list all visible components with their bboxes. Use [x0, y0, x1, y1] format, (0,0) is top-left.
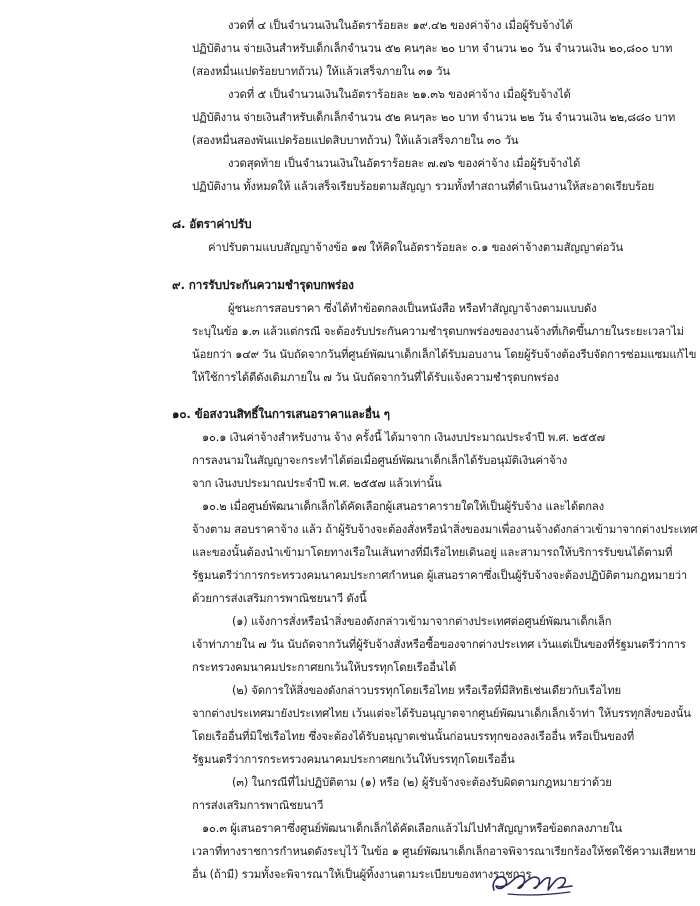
ln-16: ๑๐.๑ เงินค่าจ้างสำหรับงาน จ้าง ครั้งนี้ ได้มาจาก เงินงบประมาณประจำปี พ.ศ. ๒๕๕๗: [202, 431, 605, 444]
ln-21: และของนั้นต้องนำเข้ามาโดยทางเรือในเส้นทางที่มีเรือไทยเดินอยู่ และสามารถให้บริการรับขนได้ตามที่: [192, 546, 673, 559]
ln-5: (สองหมื่นสองพันแปดร้อยแปดสิบบาทถ้วน) ให้แล้วเสร็จภายใน ๓๐ วัน: [192, 134, 519, 147]
ln-24: (๑) แจ้งการสั่งหรือนำสิ่งของดังกล่าวเข้ามาจากต่างประเทศต่อศูนย์พัฒนาเด็กเล็ก: [232, 615, 612, 628]
ln-23: ด้วยการส่งเสริมการพาณิชยนาวี ดังนี้: [192, 592, 367, 605]
ln-12: ระบุในข้อ ๑.๓ แล้วแต่กรณี จะต้องรับประกันความชำรุดบกพร่องของงานจ้างที่เกิดขึ้นภายในระยะเวลาไม่: [192, 325, 684, 338]
ln-33: ๑๐.๓ ผู้เสนอราคาซึ่งศูนย์พัฒนาเด็กเล็กได้คัดเลือกแล้วไม่ไปทำสัญญาหรือข้อตกลงภายใน: [202, 822, 622, 835]
ln-3: งวดที่ ๕ เป็นจำนวนเงินในอัตราร้อยละ ๒๑.๓๖ ของค่าจ้าง เมื่อผู้รับจ้างได้: [228, 88, 571, 101]
ln-31: (๓) ในกรณีที่ไม่ปฏิบัติตาม (๑) หรือ (๒) ผู้รับจ้างจะต้องรับผิดตามกฎหมายว่าด้วย: [232, 776, 612, 789]
ln-14: ให้ใช้การได้ดีดังเดิมภายใน ๗ วัน นับถัดจากวันที่ได้รับแจ้งความชำรุดบกพร่อง: [192, 371, 559, 384]
ln-13: น้อยกว่า ๑๔๙ วัน นับถัดจากวันที่ศูนย์พัฒนาเด็กเล็กได้รับมอบงาน โดยผู้รับจ้างต้องรีบจัดการซ่อมแซมแก้ไข: [192, 348, 697, 361]
handwritten-signature: [488, 866, 578, 900]
ln-27: (๒) จัดการให้สิ่งของดังกล่าวบรรทุกโดยเรือไทย หรือเรือที่มีสิทธิเช่นเดียวกับเรือไทย: [232, 684, 622, 697]
ln-2: (สองหมื่นแปดร้อยบาทถ้วน) ให้แล้วเสร็จภายใน ๓๑ วัน: [192, 65, 450, 78]
ln-11: ผู้ชนะการสอบราคา ซึ่งได้ทำข้อตกลงเป็นหนังสือ หรือทำสัญญาจ้างตามแบบดัง: [228, 302, 597, 315]
ln-28: จากต่างประเทศมายังประเทศไทย เว้นแต่จะได้รับอนุญาตจากศูนย์พัฒนาเด็กเล็กเจ้าท่า ให้บรรทุกสิ่งของนั้น: [192, 707, 691, 720]
heading-penalty: ๘. อัตราค่าปรับ: [172, 217, 252, 231]
ln-25: เจ้าท่าภายใน ๗ วัน นับถัดจากวันที่ผู้รับจ้างสั่งหรือซื้อของจากต่างประเทศ เว้นแต่เป็นของที่รัฐมนตรีว่าการ: [192, 638, 686, 651]
ln-26: กระทรวงคมนาคมประกาศยกเว้นให้บรรทุกโดยเรืออื่นได้: [192, 661, 457, 674]
ln-18: จาก เงินงบประมาณประจำปี พ.ศ. ๒๕๕๗ แล้วเท่านั้น: [192, 477, 442, 490]
ln-9: ค่าปรับตามแบบสัญญาจ้างข้อ ๑๗ ให้คิดในอัตราร้อยละ ๐.๑ ของค่าจ้างตามสัญญาต่อวัน: [208, 241, 624, 254]
ln-0: งวดที่ ๔ เป็นจำนวนเงินในอัตราร้อยละ ๑๙.๔๒ ของค่าจ้าง เมื่อผู้รับจ้างได้: [228, 19, 573, 32]
ln-29: โดยเรืออื่นที่มิใช่เรือไทย ซึ่งจะต้องได้รับอนุญาตเช่นนั้นก่อนบรรทุกของลงเรืออื่น หรือเป็นของที่: [192, 730, 635, 743]
ln-32: การส่งเสริมการพาณิชยนาวี: [192, 799, 324, 812]
ln-4: ปฏิบัติงาน จ่ายเงินสำหรับเด็กเล็กจำนวน ๕๒ คนๆละ ๒๐ บาท จำนวน ๒๒ วัน จำนวนเงิน ๒๒,๘๘๐ บาท: [192, 111, 676, 124]
ln-35: อื่น (ถ้ามี) รวมทั้งจะพิจารณาให้เป็นผู้ทิ้งงานตามระเบียบของทางราชการ: [192, 868, 532, 881]
ln-7: ปฏิบัติงาน ทั้งหมดให้ แล้วเสร็จเรียบร้อยตามสัญญา รวมทั้งทำสถานที่ดำเนินงานให้สะอาดเรียบร้อย: [192, 180, 655, 193]
ln-30: รัฐมนตรีว่าการกระทรวงคมนาคมประกาศยกเว้นให้บรรทุกโดยเรืออื่น: [192, 753, 515, 766]
ln-22: รัฐมนตรีว่าการกระทรวงคมนาคมประกาศกำหนด ผู้เสนอราคาซึ่งเป็นผู้รับจ้างจะต้องปฏิบัติตามกฎหมายว่า: [192, 569, 688, 582]
ln-34: เวลาที่ทางราชการกำหนดดังระบุไว้ ในข้อ ๑ ศูนย์พัฒนาเด็กเล็กอาจพิจารณาเรียกร้องให้ชดใช้ความเสียหาย: [192, 845, 696, 858]
heading-warranty: ๙. การรับประกันความชำรุดบกพร่อง: [172, 278, 354, 292]
ln-20: จ้างตาม สอบราคาจ้าง แล้ว ถ้าผู้รับจ้างจะต้องสั่งหรือนำสิ่งของมาเพื่องานจ้างดังกล่าวเข้ามาจากต่างประเทศ: [192, 523, 698, 536]
ln-19: ๑๐.๒ เมื่อศูนย์พัฒนาเด็กเล็กได้คัดเลือกผู้เสนอราคารายใดให้เป็นผู้รับจ้าง และได้ตกลง: [202, 500, 605, 513]
ln-17: การลงนามในสัญญาจะกระทำได้ต่อเมื่อศูนย์พัฒนาเด็กเล็กได้รับอนุมัติเงินค่าจ้าง: [192, 454, 568, 467]
ln-1: ปฏิบัติงาน จ่ายเงินสำหรับเด็กเล็กจำนวน ๕๒ คนๆละ ๒๐ บาท จำนวน ๒๐ วัน จำนวนเงิน ๒๐,๘๐๐ บาท: [192, 42, 673, 55]
ln-6: งวดสุดท้าย เป็นจำนวนเงินในอัตราร้อยละ ๗.๗๖ ของค่าจ้าง เมื่อผู้รับจ้างได้: [228, 157, 581, 170]
heading-reservation: ๑๐. ข้อสงวนสิทธิ์ในการเสนอราคาและอื่น ๆ: [172, 407, 390, 421]
